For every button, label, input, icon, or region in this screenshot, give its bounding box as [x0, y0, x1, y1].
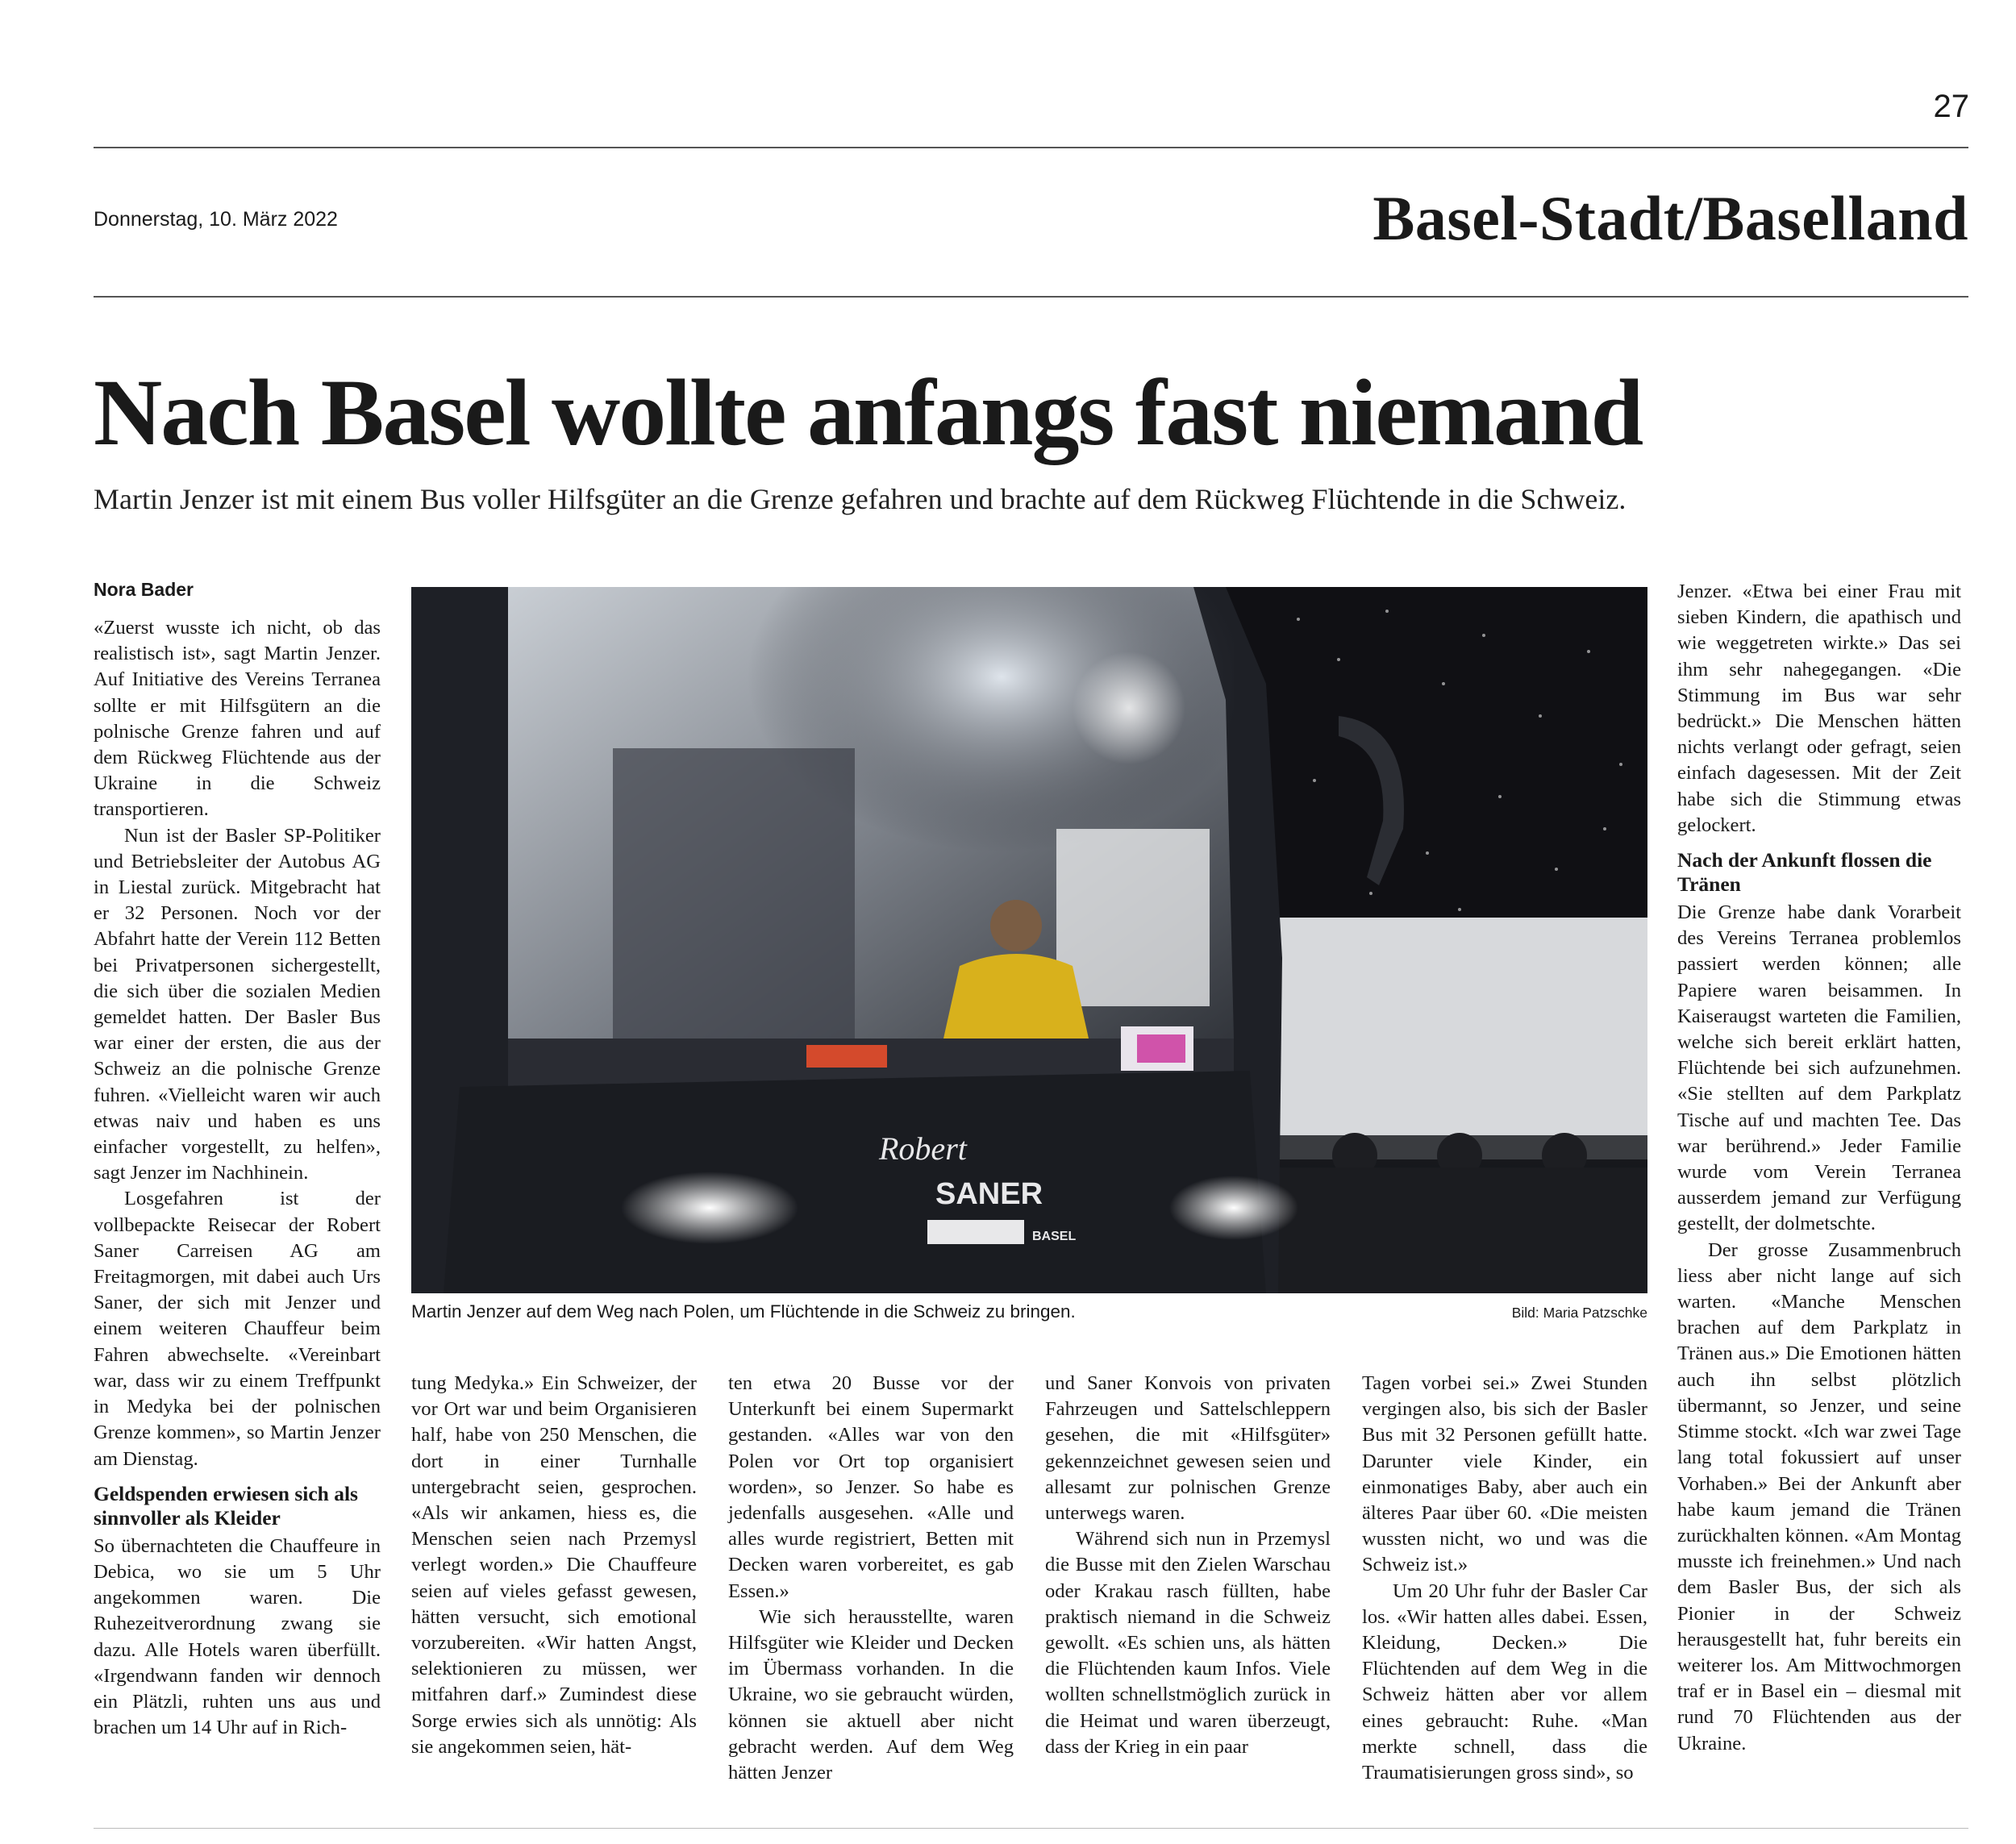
article-column-3 [728, 1371, 1014, 1786]
paragraph: Nun ist der Basler SP-Politiker und Betriebsleiter der Autobus AG in Liestal zurück. Mitgebracht hat er 32 Personen. Noch vor der Abfahrt hatte der Verein 112 Betten bei Privatpersonen sichergestellt, die sich über die sozialen Medien gemeldet hatten. Der Basler Bus war einer der ersten, die aus der Schweiz an die polnische Grenze fuhren. «Vielleicht waren wir auch etwas naiv und haben es uns einfacher vorgestellt, zu helfen», sagt Jenzer im Nachhinein. [94, 824, 381, 1184]
section-rule [94, 296, 1968, 298]
lead-text: Martin Jenzer ist mit einem Bus voller Hilfsgüter an die Grenze gefahren und brachte auf dem Rückweg Flüchtende in die Schweiz. [94, 483, 1627, 515]
headline: Nach Basel wollte anfangs fast niemand [94, 360, 1643, 465]
paragraph: Wie sich herausstellte, waren Hilfsgüter wie Kleider und Decken im Übermass vorhanden. In die Ukraine, wo sie gebraucht würden, können sie aktuell aber nicht gebracht werden. Auf dem Weg hätten Jenzer [728, 1605, 1014, 1784]
paragraph: Tagen vorbei sei.» Zwei Stunden vergingen also, bis sich der Basler Bus mit 32 Personen gefüllt hatte. Darunter viele Kinder, ein einmonatiges Baby, aber auch ein älteres Paar über 60. «Die meisten wussten nicht, wo und was die Schweiz ist.» [1362, 1372, 1647, 1576]
paragraph: «Zuerst wusste ich nicht, ob das realistisch ist», sagt Martin Jenzer. Auf Initiative des Vereins Terranea sollte er mit Hilfsgütern an die polnische Grenze fahren und auf dem Rückweg Flüchtende aus der Ukraine in die Schweiz transportieren. [94, 617, 381, 821]
article-column-4 [1045, 1371, 1331, 1760]
section-title: Basel-Stadt/Baselland [1372, 183, 1968, 253]
issue-date: Donnerstag, 10. März 2022 [94, 208, 338, 231]
top-rule [94, 147, 1968, 148]
bottom-rule [94, 1828, 1968, 1829]
article-photo [411, 587, 1647, 1293]
paragraph: tung Medyka.» Ein Schweizer, der vor Ort war und beim Organisieren half, habe von 250 Menschen, die dort in einer Turnhalle untergebracht seien, gesprochen. «Als wir ankamen, hiess es, die Menschen seien nach Przemysl verlegt worden.» Die Chauffeure seien auf vieles gefasst gewesen, hätten versucht, sich emotional vorzubereiten. «Wir hatten Angst, selektionieren zu müssen, wer mitfahren darf.» Zumindest diese Sorge erwies sich als unnötig: Als sie angekommen seien, hät- [411, 1372, 697, 1758]
paragraph: Jenzer. «Etwa bei einer Frau mit sieben Kindern, die apathisch und wie weggetreten wirkte.» Das sei ihm sehr nahegegangen. «Die Stimmung im Bus war sehr bedrückt.» Die Menschen hätten nichts verlangt oder gefragt, seien einfach dagesessen. Mit der Zeit habe sich die Stimmung etwas gelockert. [1677, 581, 1961, 836]
paragraph: und Saner Konvois von privaten Fahrzeugen und Sattelschleppern gesehen, die mit «Hilfsgüter» gekennzeichnet gewesen seien und allesamt zur polnischen Grenze unterwegs waren. [1045, 1372, 1331, 1525]
paragraph: So übernachteten die Chauffeure in Debica, wo sie um 5 Uhr angekommen waren. Die Ruhezeitverordnung zwang sie dazu. Alle Hotels waren überfüllt. «Irgendwann fanden wir dennoch ein Plätzli, ruhten uns aus und brachen um 14 Uhr auf in Rich- [94, 1534, 381, 1739]
subheading: Geldspenden erwiesen sich als sinnvoller als Kleider [94, 1481, 358, 1530]
article-column-6 [1677, 579, 1961, 1788]
photo-credit: Bild: Maria Patzschke [1511, 1305, 1647, 1321]
bus-badge-text: BASEL [1032, 1230, 1077, 1243]
page-number: 27 [1933, 89, 1969, 124]
subheading: Nach der Ankunft flossen die Tränen [1677, 848, 1932, 897]
paragraph: Während sich nun in Przemysl die Busse mit den Zielen Warschau oder Krakau rasch füllten, habe praktisch niemand in die Schweiz gewollt. «Es schien uns, als hätten die Flüchtenden kaum Infos. Viele wollten schnellstmöglich zurück in die Heimat und waren überzeugt, dass der Krieg in ein paar [1045, 1528, 1331, 1758]
photo-caption: Martin Jenzer auf dem Weg nach Polen, um Flüchtende in die Schweiz zu bringen. [411, 1301, 1076, 1322]
article-column-2 [411, 1371, 697, 1760]
paragraph: Der grosse Zusammenbruch liess aber nicht lange auf sich warten. «Manche Menschen brachen auf dem Parkplatz in Tränen aus.» Die Emotionen hätten auch ihn selbst plötzlich übermannt, so Jenzer, und seine Stimme stockt. «Ich war zwei Tage lang total fokussiert auf unser Vorhaben.» Bei der Ankunft aber habe kaum jemand die Tränen zurückhalten können. «Am Montag musste ich freinehmen.» Und nach dem Basler Bus, der sich als Pionier in der Schweiz herausgestellt hat, fuhr bereits ein weiterer los. Am Mittwochmorgen traf er in Basel ein – diesmal mit rund 70 Flüchtenden aus der Ukraine. [1677, 1238, 1961, 1755]
article-column-5 [1362, 1371, 1647, 1786]
bus-photo-illustration [411, 587, 1647, 1293]
bus-script-logo: Robert [879, 1130, 967, 1167]
paragraph: Um 20 Uhr fuhr der Basler Car los. «Wir hatten alles dabei. Essen, Kleidung, Decken.» Die Flüchtenden auf dem Weg in die Schweiz hätten aber vor allem eines gebraucht: Ruhe. «Man merkte schnell, dass die Traumatisierungen gross sind», so [1362, 1580, 1647, 1784]
paragraph: Losgefahren ist der vollbepackte Reisecar der Robert Saner Carreisen AG am Freitagmorgen, mit dabei auch Urs Saner, der sich mit Jenzer und einem weiteren Chauffeur beim Fahren abwechselte. «Vereinbart war, dass wir zu einem Treffpunkt in Medyka bei der polnischen Grenze kommen», so Martin Jenzer am Dienstag. [94, 1188, 381, 1470]
author-byline: Nora Bader [94, 579, 194, 600]
paragraph: Die Grenze habe dank Vorarbeit des Vereins Terranea problemlos passiert werden können; alle Papiere waren beisammen. In Kaiseraugst warteten die Familien, welche sich bereit erklärt hatten, Flüchtende bei sich aufzunehmen. «Sie stellten auf dem Parkplatz Tische auf und machten Tee. Das war berührend.» Jeder Familie wurde vom Verein Terranea ausserdem jemand zur Verfügung gestellt, der dolmetschte. [1677, 901, 1961, 1235]
article-column-1 [94, 615, 381, 1784]
paragraph: ten etwa 20 Busse vor der Unterkunft bei einem Supermarkt gestanden. «Alles war von den Polen vor Ort top organisiert worden», so Jenzer. So habe es jedenfalls ausgesehen. «Alle und alles wurde registriert, Betten mit Decken waren vorbereitet, es gab Essen.» [728, 1372, 1014, 1602]
bus-brand-logo: SANER [935, 1177, 1043, 1211]
